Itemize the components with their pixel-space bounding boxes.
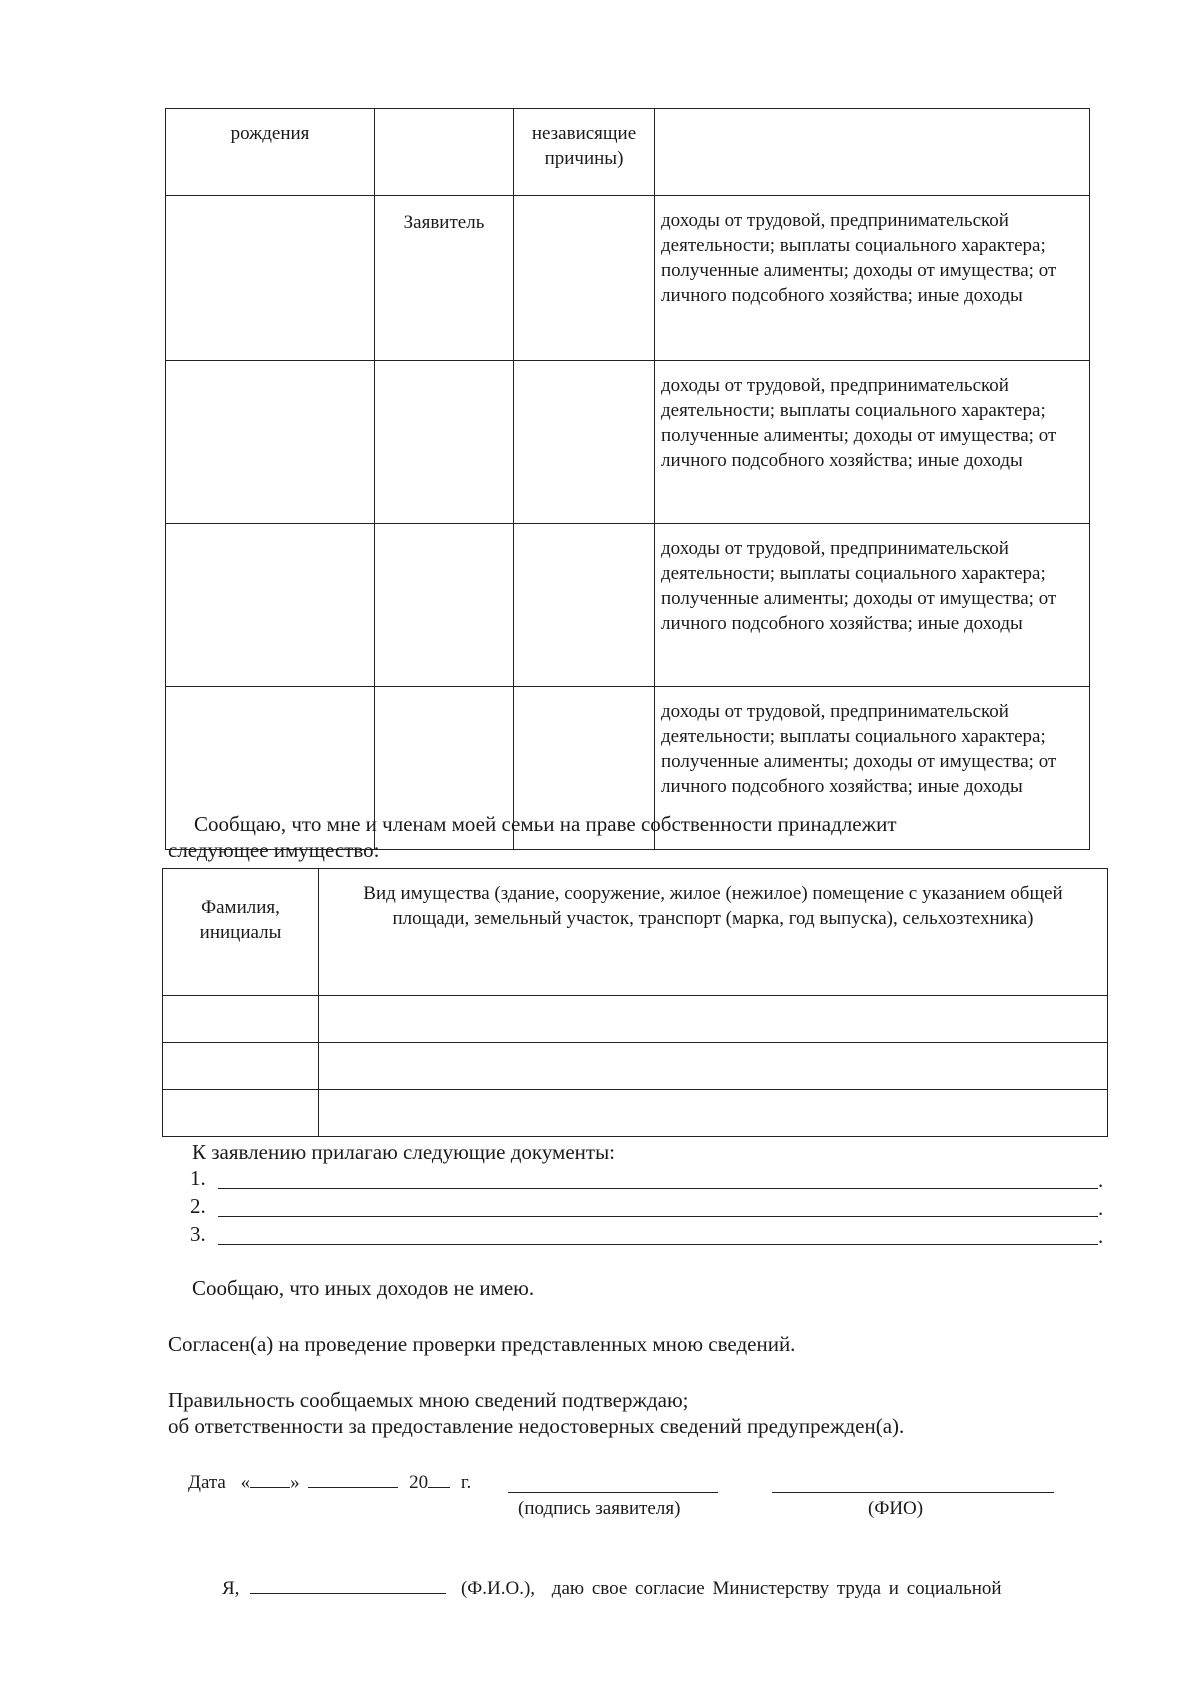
signature-line[interactable] [508,1492,718,1493]
document-line-1[interactable] [218,1188,1098,1189]
income-row [166,196,1090,361]
income-cell-reason[interactable] [514,196,655,361]
property-cell-name[interactable] [163,1090,319,1137]
document-number: 2. [190,1194,206,1218]
property-row [163,996,1108,1043]
income-cell-relation[interactable] [375,361,514,524]
consent-text: даю свое согласие Министерству труда и социальной [551,1578,1002,1599]
property-row [163,1090,1108,1137]
header-income-type [655,109,1090,196]
income-cell-birth[interactable] [166,196,375,361]
date-day-blank[interactable] [250,1487,290,1488]
header-reason: независящие причины) [514,109,655,196]
document-end-mark: . [1098,1224,1104,1248]
consent-verification-statement: Согласен(а) на проведение проверки представленных мною сведений. [168,1332,796,1356]
consent-prefix: Я, [222,1578,240,1599]
signature-caption: (подпись заявителя) [518,1498,681,1519]
document-item [190,1192,206,1220]
income-cell-birth[interactable] [166,361,375,524]
date-year-suffix: г. [460,1472,472,1493]
property-cell-type[interactable] [319,1043,1108,1090]
date-close-quote: » [290,1472,300,1493]
confirmation-line-2: об ответственности за предоставление недостоверных сведений предупрежден(а). [168,1414,905,1438]
date-year-blank[interactable] [428,1487,450,1488]
income-cell-types: доходы от трудовой, предпринимательской деятельности; выплаты социального характера; полученные алименты; доходы от имущества; от личного подсобного хозяйства; иные доходы [655,524,1090,687]
property-cell-name[interactable] [163,996,319,1043]
property-intro-line1: Сообщаю, что мне и членам моей семьи на праве собственности принадлежит [194,812,897,836]
consent-name-blank[interactable] [250,1593,446,1594]
date-label: Дата [188,1472,226,1493]
income-table [165,108,1090,850]
property-cell-type[interactable] [319,1090,1108,1137]
income-row [166,524,1090,687]
income-cell-relation[interactable]: Заявитель [375,196,514,361]
income-cell-reason[interactable] [514,361,655,524]
header-property-type: Вид имущества (здание, сооружение, жилое (нежилое) помещение с указанием общей площади, земельный участок, транспорт (марка, год выпуска), сельхозтехника) [319,869,1108,996]
income-cell-birth[interactable] [166,524,375,687]
property-cell-type[interactable] [319,996,1108,1043]
date-field [188,1470,471,1496]
property-table-header [163,869,1108,996]
document-end-mark: . [1098,1196,1104,1220]
documents-intro: К заявлению прилагаю следующие документы: [192,1140,616,1164]
income-table-header [166,109,1090,196]
income-cell-relation[interactable] [375,524,514,687]
consent-fio-label: (Ф.И.О.), [460,1578,536,1599]
no-other-income-statement: Сообщаю, что иных доходов не имею. [192,1276,535,1300]
fio-line[interactable] [772,1492,1054,1493]
income-cell-types: доходы от трудовой, предпринимательской деятельности; выплаты социального характера; полученные алименты; доходы от имущества; от личного подсобного хозяйства; иные доходы [655,687,1090,850]
header-birth-date: рождения [166,109,375,196]
document-item [190,1220,206,1248]
property-cell-name[interactable] [163,1043,319,1090]
income-cell-types: доходы от трудовой, предпринимательской деятельности; выплаты социального характера; полученные алименты; доходы от имущества; от личного подсобного хозяйства; иные доходы [655,196,1090,361]
date-open-quote: « [240,1472,251,1493]
document-end-mark: . [1098,1168,1104,1192]
confirmation-line-1: Правильность сообщаемых мною сведений подтверждаю; [168,1388,689,1412]
document-number: 3. [190,1222,206,1246]
property-intro-line2: следующее имущество: [168,838,380,862]
header-name: Фамилия, инициалы [163,869,319,996]
fio-caption: (ФИО) [868,1498,924,1519]
income-cell-types: доходы от трудовой, предпринимательской деятельности; выплаты социального характера; полученные алименты; доходы от имущества; от личного подсобного хозяйства; иные доходы [655,361,1090,524]
income-cell-reason[interactable] [514,524,655,687]
document-item [190,1164,206,1192]
date-year-prefix: 20 [409,1472,429,1493]
document-number: 1. [190,1166,206,1190]
consent-line [222,1576,1002,1602]
property-table [162,868,1108,1137]
income-row [166,361,1090,524]
header-relation [375,109,514,196]
document-line-2[interactable] [218,1216,1098,1217]
document-line-3[interactable] [218,1244,1098,1245]
date-month-blank[interactable] [308,1487,398,1488]
property-row [163,1043,1108,1090]
